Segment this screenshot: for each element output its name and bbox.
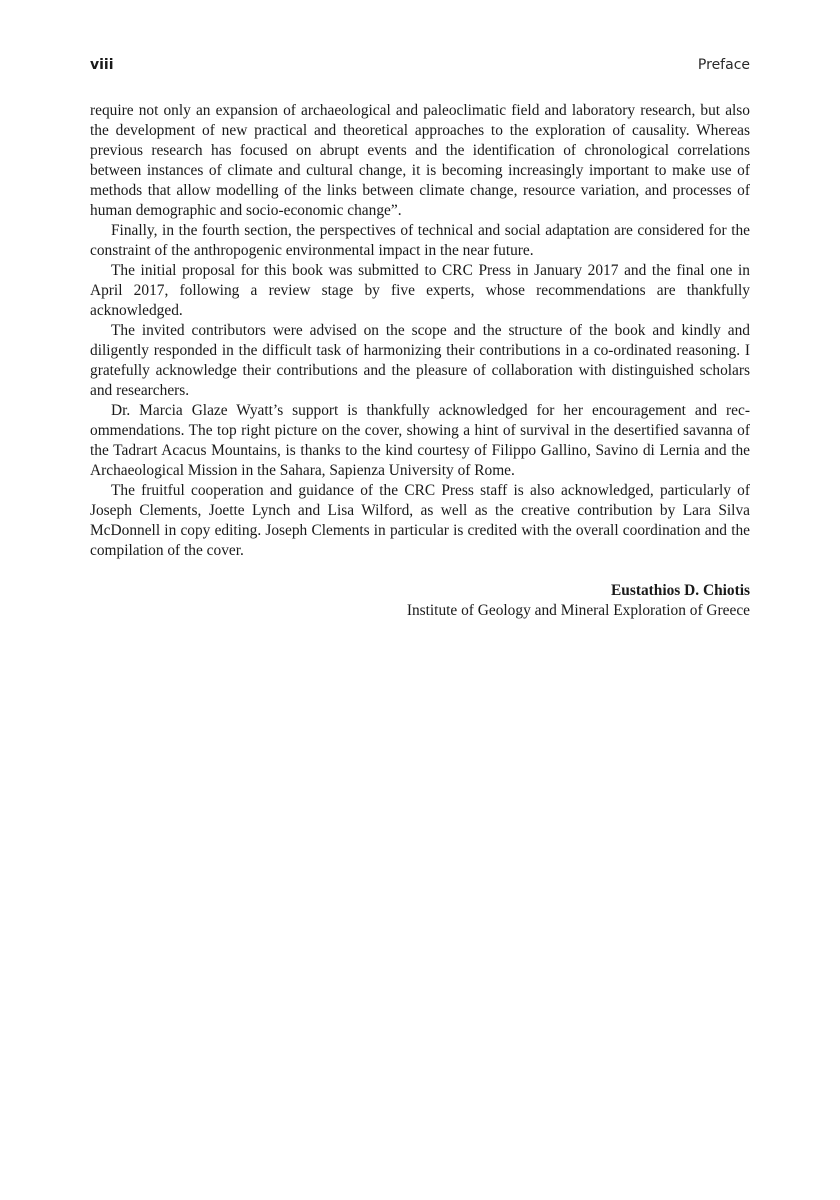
page-header bbox=[90, 56, 750, 76]
signature bbox=[250, 581, 750, 621]
paragraph-continuation: require not only an expansion of archaeological and paleoclimatic field and laboratory research, but also the development of new practical and theoretical approaches to the exploration of causality. Whereas previous research has focused on abrupt events and the identification of chronological correlations between instances of climate and cultural change, it is becoming increasingly important to make use of methods that allow modelling of the links between climate change, resource variation, and processes of human demographic and socio-economic change”. bbox=[90, 102, 750, 219]
paragraph-proposal: The initial proposal for this book was submitted to CRC Press in January 2017 and the final one in April 2017, following a review stage by five experts, whose recommendations are thankfully acknowledged. bbox=[90, 262, 750, 319]
page-number: viii bbox=[90, 57, 114, 73]
paragraph-contributors: The invited contributors were advised on the scope and the structure of the book and kindly and diligently responded in the difficult task of harmonizing their contributions in a co-ordinated reasoning. I gratefully acknowledge their contributions and the pleasure of collaboration with distinguished scholars and researchers. bbox=[90, 322, 750, 399]
paragraph-fourth-section: Finally, in the fourth section, the perspectives of technical and social adaptation are considered for the constraint of the anthropogenic environmental impact in the near future. bbox=[90, 222, 750, 259]
paragraph-acknowledgement-crc: The fruitful cooperation and guidance of the CRC Press staff is also acknowledged, particularly of Joseph Clements, Joette Lynch and Lisa Wilford, as well as the creative contribution by Lara Silva McDonnell in copy editing. Joseph Clements in particular is credited with the overall coordination and the compilation of the cover. bbox=[90, 482, 750, 559]
paragraph-acknowledgement-wyatt: Dr. Marcia Glaze Wyatt’s support is thankfully acknowledged for her encouragement and recommendations. The top right picture on the cover, showing a hint of survival in the desertified savanna of the Tadrart Acacus Mountains, is thanks to the kind courtesy of Filippo Gallino, Savino di Lernia and the Archaeological Mission in the Sahara, Sapienza University of Rome. bbox=[90, 402, 750, 479]
running-head: Preface bbox=[697, 57, 750, 73]
author-affiliation: Institute of Geology and Mineral Exploration of Greece bbox=[406, 602, 750, 619]
author-name: Eustathios D. Chiotis bbox=[611, 582, 750, 599]
body-text bbox=[90, 101, 750, 561]
